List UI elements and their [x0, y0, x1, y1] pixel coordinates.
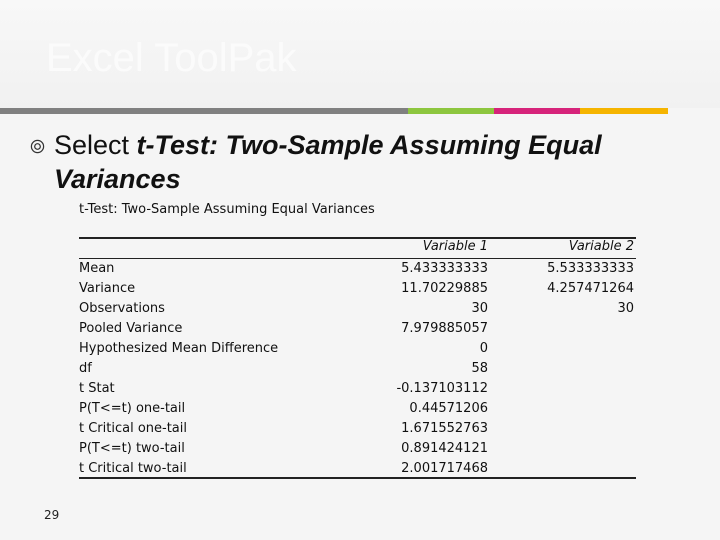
bullet-emphasis-cont: Variances	[54, 164, 181, 194]
row-variable-1: 7.979885057	[401, 321, 488, 336]
table-row	[79, 421, 636, 441]
row-label: Hypothesized Mean Difference	[79, 341, 279, 356]
row-label: P(T<=t) two-tail	[79, 441, 185, 456]
header-variable-2: Variable 2	[568, 239, 634, 254]
table-row	[79, 401, 636, 421]
table-caption: t-Test: Two-Sample Assuming Equal Variances	[79, 202, 375, 217]
title-bar	[0, 0, 720, 108]
row-variable-1: 5.433333333	[401, 261, 488, 276]
row-label: Variance	[79, 281, 136, 296]
row-variable-1: 30	[471, 301, 488, 316]
circle-bullet-icon	[30, 139, 45, 154]
row-variable-1: 0.44571206	[409, 401, 488, 416]
table-header-row	[79, 239, 636, 259]
row-variable-2: 4.257471264	[547, 281, 634, 296]
bullet-lead: Select	[54, 130, 137, 160]
header-variable-1: Variable 1	[422, 239, 488, 254]
table-row	[79, 321, 636, 341]
row-variable-2: 30	[617, 301, 634, 316]
row-variable-1: 11.70229885	[401, 281, 488, 296]
row-label: Observations	[79, 301, 165, 316]
table-row	[79, 281, 636, 301]
table-row	[79, 301, 636, 321]
row-label: df	[79, 361, 92, 376]
row-variable-1: 58	[471, 361, 488, 376]
row-label: Pooled Variance	[79, 321, 183, 336]
table-row	[79, 441, 636, 461]
row-label: t Critical two-tail	[79, 461, 187, 476]
accent-stripe-yellow	[580, 108, 668, 114]
row-label: t Critical one-tail	[79, 421, 187, 436]
row-variable-2: 5.533333333	[547, 261, 634, 276]
row-label: P(T<=t) one-tail	[79, 401, 186, 416]
row-variable-1: 1.671552763	[401, 421, 488, 436]
row-variable-1: -0.137103112	[396, 381, 488, 396]
row-label: Mean	[79, 261, 115, 276]
slide-title: Excel ToolPak	[46, 36, 297, 80]
table-row	[79, 361, 636, 381]
table-rule-bottom	[79, 477, 636, 479]
table-rule-mid	[79, 258, 636, 259]
row-variable-1: 0	[479, 341, 488, 356]
row-variable-1: 2.001717468	[401, 461, 488, 476]
accent-stripe-pink	[494, 108, 580, 114]
bullet-text	[54, 128, 694, 162]
row-label: t Stat	[79, 381, 115, 396]
table-row	[79, 261, 636, 281]
bullet-emphasis: t-Test: Two-Sample Assuming Equal	[136, 130, 602, 160]
row-variable-1: 0.891424121	[401, 441, 488, 456]
accent-stripe-green	[408, 108, 494, 114]
table-row	[79, 381, 636, 401]
accent-stripe-gray	[0, 108, 408, 114]
page-number: 29	[44, 508, 60, 522]
table-row	[79, 341, 636, 361]
